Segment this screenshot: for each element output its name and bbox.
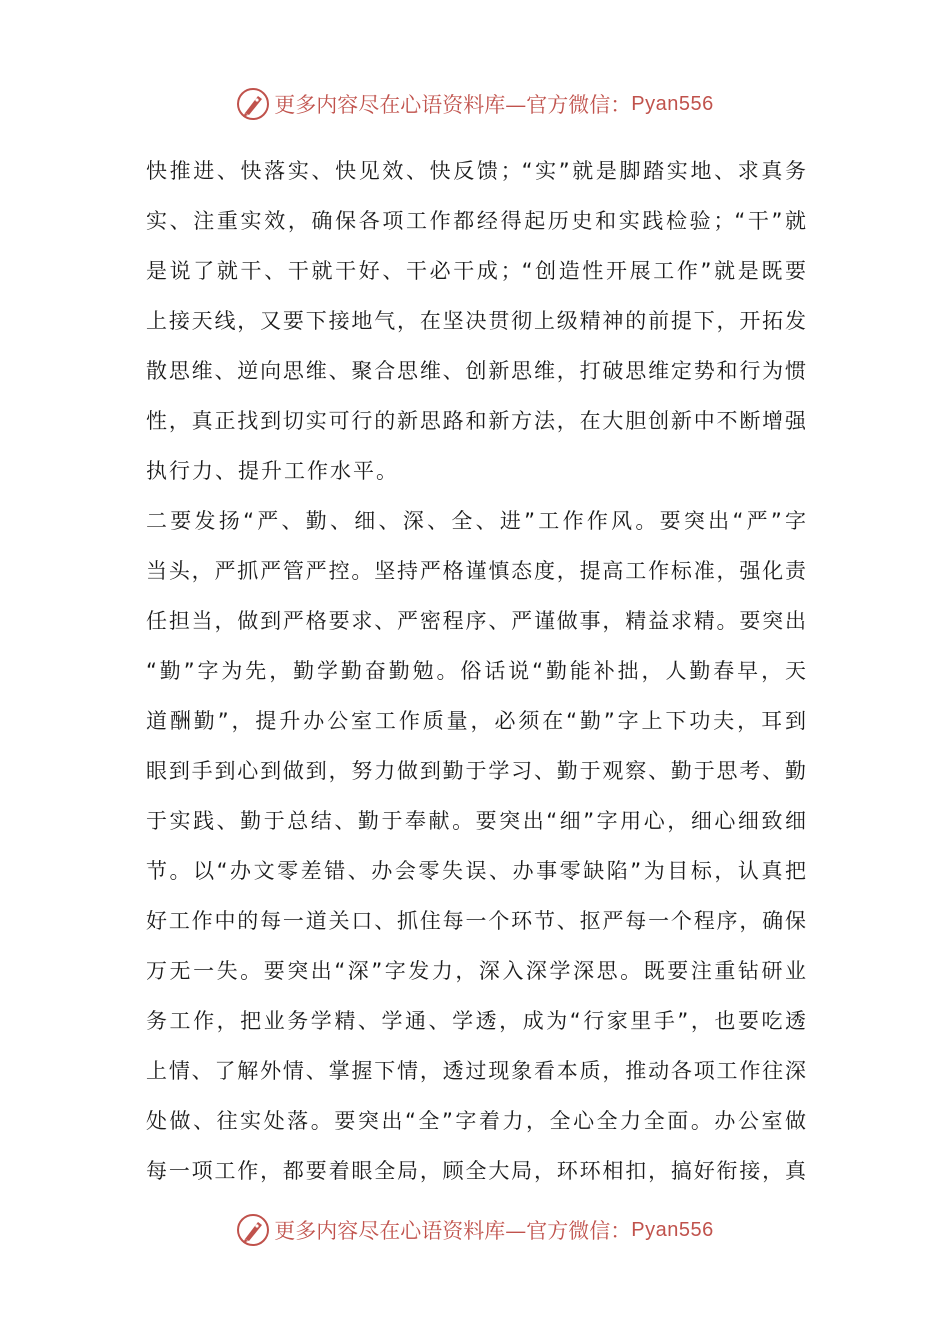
text-line: 眼到手到心到做到，努力做到勤于学习、勤于观察、勤于思考、勤: [146, 759, 806, 783]
text-line: 快推进、快落实、快见效、快反馈；“实”就是脚踏实地、求真务: [146, 159, 806, 183]
text-line: 于实践、勤于总结、勤于奉献。要突出“细”字用心，细心细致细: [146, 809, 806, 833]
text-line: 当头，严抓严管严控。坚持严格谨慎态度，提高工作标准，强化责: [146, 559, 806, 583]
text-line: 执行力、提升工作水平。: [146, 459, 399, 483]
text-line: 散思维、逆向思维、聚合思维、创新思维，打破思维定势和行为惯: [146, 359, 806, 383]
text-line: 性，真正找到切实可行的新思路和新方法，在大胆创新中不断增强: [146, 409, 806, 433]
text-line: 处做、往实处落。要突出“全”字着力，全心全力全面。办公室做: [146, 1109, 806, 1133]
wechat-id: Pyan556: [631, 92, 714, 115]
text-line: “勤”字为先，勤学勤奋勤勉。俗话说“勤能补拙，人勤春早，天: [146, 659, 806, 683]
text-line: 节。以“办文零差错、办会零失误、办事零缺陷”为目标，认真把: [146, 859, 806, 883]
pen-nib-logo-icon: [236, 1213, 270, 1247]
pen-nib-logo-icon: [236, 87, 270, 121]
text-line: 好工作中的每一道关口、抓住每一个环节、抠严每一个程序，确保: [146, 909, 806, 933]
text-line: 万无一失。要突出“深”字发力，深入深学深思。既要注重钻研业: [146, 959, 806, 983]
text-line: 务工作，把业务学精、学通、学透，成为“行家里手”，也要吃透: [146, 1009, 806, 1033]
banner-text: 更多内容尽在心语资料库—官方微信：: [274, 93, 632, 117]
text-line: 实、注重实效，确保各项工作都经得起历史和实践检验；“干”就: [146, 209, 806, 233]
wechat-id: Pyan556: [631, 1218, 714, 1241]
text-line: 是说了就干、干就干好、干必干成；“创造性开展工作”就是既要: [146, 259, 806, 283]
text-line: 道酬勤”，提升办公室工作质量，必须在“勤”字上下功夫，耳到: [146, 709, 806, 733]
footer-banner: [0, 1208, 950, 1252]
text-line: 任担当，做到严格要求、严密程序、严谨做事，精益求精。要突出: [146, 609, 806, 633]
banner-text: 更多内容尽在心语资料库—官方微信：: [274, 1219, 632, 1243]
text-line: 上情、了解外情、掌握下情，透过现象看本质，推动各项工作往深: [146, 1059, 806, 1083]
text-line: 上接天线，又要下接地气，在坚决贯彻上级精神的前提下，开拓发: [146, 309, 806, 333]
document-body: [146, 146, 806, 1196]
header-banner: [0, 82, 950, 126]
text-line: 每一项工作，都要着眼全局，顾全大局，环环相扣，搞好衔接，真: [146, 1159, 806, 1183]
text-line: 二要发扬“严、勤、细、深、全、进”工作作风。要突出“严”字: [146, 509, 806, 533]
